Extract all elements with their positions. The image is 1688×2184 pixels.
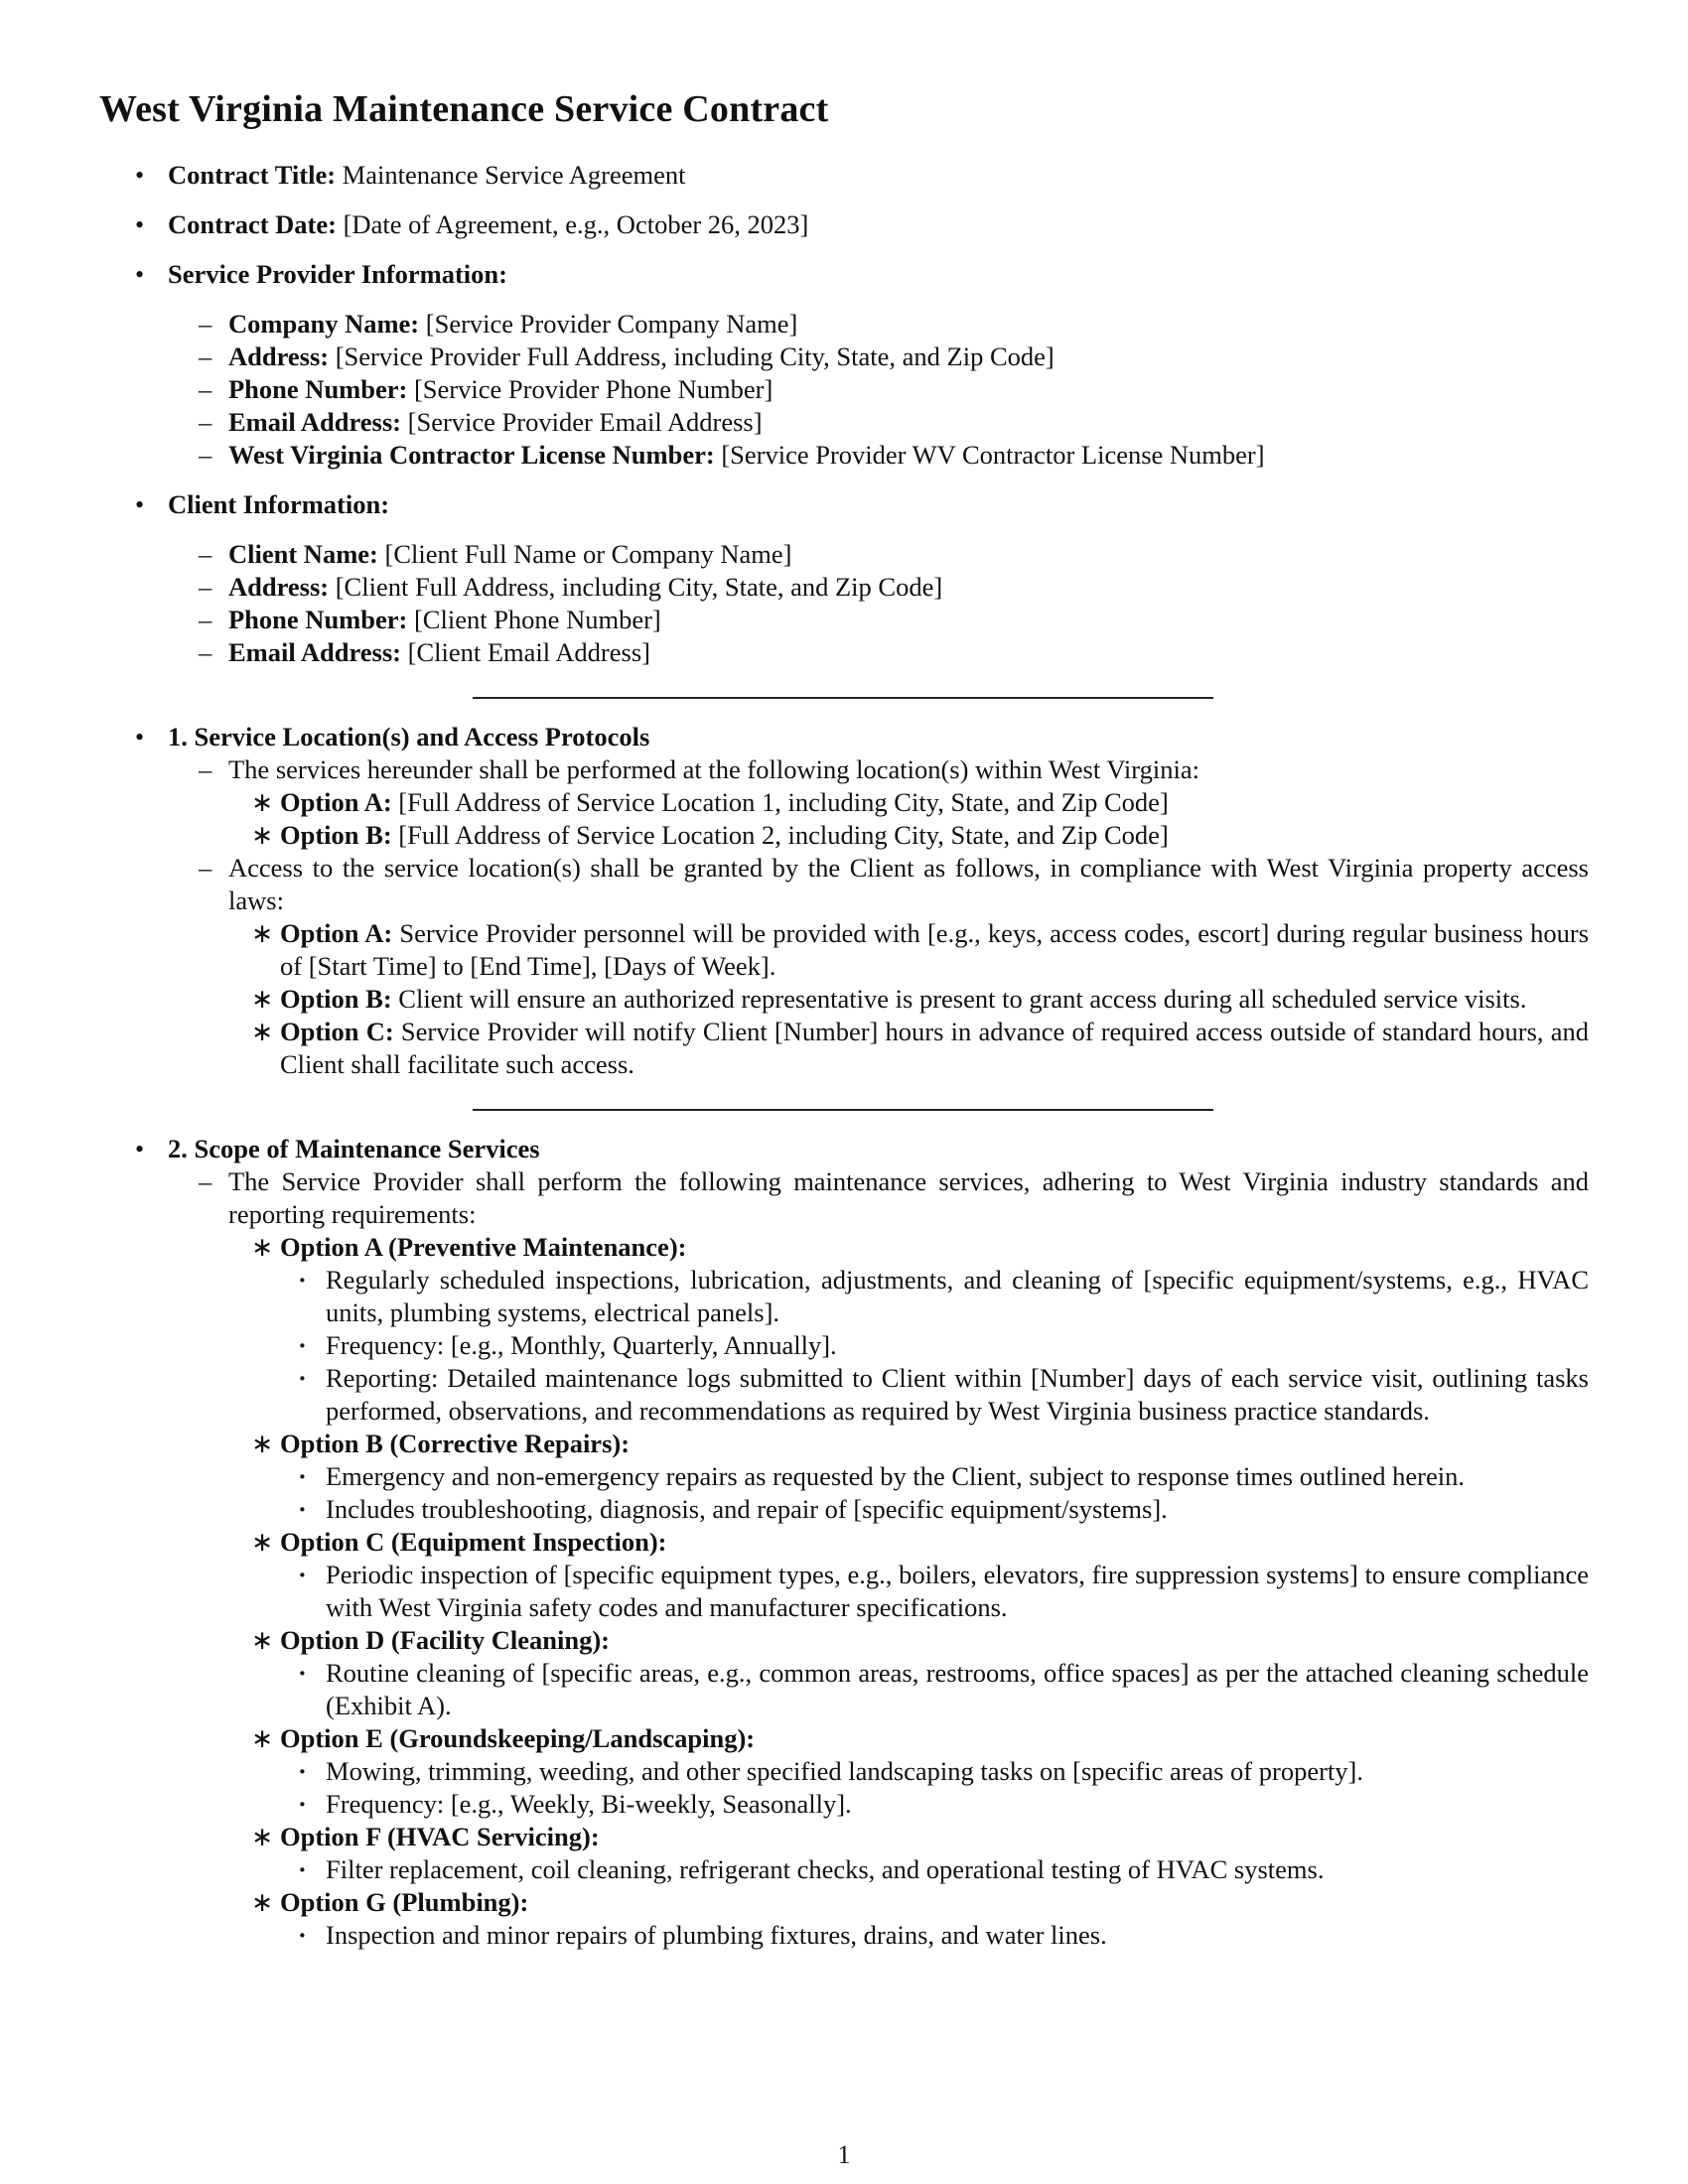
service-point: · Frequency: [e.g., Weekly, Bi-weekly, Seasonally]. [0, 1788, 1688, 1821]
access-option: ∗ Option B: Client will ensure an authorized representative is present to grant access during all scheduled service visits. [0, 983, 1688, 1016]
provider-info-heading: • Service Provider Information: [0, 258, 1688, 291]
service-point: · Inspection and minor repairs of plumbing fixtures, drains, and water lines. [0, 1919, 1688, 1952]
page-number: 1 [837, 2140, 851, 2169]
section-2-intro: – The Service Provider shall perform the following maintenance services, adhering to West Virginia industry standards and reporting requirements: [0, 1165, 1688, 1231]
section-1-heading: • 1. Service Location(s) and Access Protocols [0, 721, 1688, 753]
service-point: · Reporting: Detailed maintenance logs submitted to Client within [Number] days of each service visit, outlining tasks performed, observations, and recommendations as required by West Virginia business practice standards. [0, 1362, 1688, 1428]
section-1-intro: – The services hereunder shall be performed at the following location(s) within West Virginia: [0, 753, 1688, 786]
service-option-heading: ∗ Option E (Groundskeeping/Landscaping): [0, 1722, 1688, 1755]
service-point: · Includes troubleshooting, diagnosis, and repair of [specific equipment/systems]. [0, 1493, 1688, 1526]
field-label: Contract Date: [168, 209, 337, 239]
client-field: – Phone Number: [Client Phone Number] [0, 604, 1688, 636]
client-field: – Email Address: [Client Email Address] [0, 636, 1688, 669]
provider-field: – West Virginia Contractor License Number: [Service Provider WV Contractor License Number] [0, 439, 1688, 472]
document-body [0, 159, 1688, 1952]
service-point: · Periodic inspection of [specific equipment types, e.g., boilers, elevators, fire suppression systems] to ensure compliance with West Virginia safety codes and manufacturer specifications. [0, 1559, 1688, 1624]
contract-title-item [0, 159, 1688, 192]
access-intro: – Access to the service location(s) shall be granted by the Client as follows, in compliance with West Virginia property access laws: [0, 852, 1688, 917]
client-field: – Address: [Client Full Address, including City, State, and Zip Code] [0, 571, 1688, 604]
service-point: · Regularly scheduled inspections, lubrication, adjustments, and cleaning of [specific equipment/systems, e.g., HVAC units, plumbing systems, electrical panels]. [0, 1264, 1688, 1329]
location-option: ∗ Option B: [Full Address of Service Location 2, including City, State, and Zip Code] [0, 819, 1688, 852]
provider-field: – Phone Number: [Service Provider Phone Number] [0, 373, 1688, 406]
service-option-heading: ∗ Option D (Facility Cleaning): [0, 1624, 1688, 1657]
service-option-heading: ∗ Option A (Preventive Maintenance): [0, 1231, 1688, 1264]
field-label: Contract Title: [168, 160, 337, 190]
access-option: ∗ Option A: Service Provider personnel will be provided with [e.g., keys, access codes, escort] during regular business hours of [Start Time] to [End Time], [Days of Week]. [0, 917, 1688, 983]
location-option: ∗ Option A: [Full Address of Service Location 1, including City, State, and Zip Code] [0, 786, 1688, 819]
service-option-heading: ∗ Option F (HVAC Servicing): [0, 1821, 1688, 1853]
service-option-heading: ∗ Option G (Plumbing): [0, 1886, 1688, 1919]
service-point: · Frequency: [e.g., Monthly, Quarterly, Annually]. [0, 1329, 1688, 1362]
access-option: ∗ Option C: Service Provider will notify Client [Number] hours in advance of required access outside of standard hours, and Client shall facilitate such access. [0, 1016, 1688, 1081]
service-option-heading: ∗ Option B (Corrective Repairs): [0, 1428, 1688, 1460]
client-info-heading: • Client Information: [0, 488, 1688, 521]
service-point: · Filter replacement, coil cleaning, refrigerant checks, and operational testing of HVAC systems. [0, 1853, 1688, 1886]
provider-field: – Address: [Service Provider Full Address, including City, State, and Zip Code] [0, 341, 1688, 373]
contract-date-item [0, 208, 1688, 241]
service-point: · Emergency and non-emergency repairs as requested by the Client, subject to response times outlined herein. [0, 1460, 1688, 1493]
provider-field: – Email Address: [Service Provider Email Address] [0, 406, 1688, 439]
field-value: [Date of Agreement, e.g., October 26, 2023] [343, 209, 809, 239]
service-point: · Routine cleaning of [specific areas, e.g., common areas, restrooms, office spaces] as per the attached cleaning schedule (Exhibit A). [0, 1657, 1688, 1722]
provider-field: – Company Name: [Service Provider Company Name] [0, 308, 1688, 341]
field-value: Maintenance Service Agreement [342, 160, 686, 190]
service-point: · Mowing, trimming, weeding, and other specified landscaping tasks on [specific areas of property]. [0, 1755, 1688, 1788]
document-title: West Virginia Maintenance Service Contract [99, 88, 829, 130]
section-2-heading: • 2. Scope of Maintenance Services [0, 1133, 1688, 1165]
client-field: – Client Name: [Client Full Name or Company Name] [0, 538, 1688, 571]
service-option-heading: ∗ Option C (Equipment Inspection): [0, 1526, 1688, 1559]
